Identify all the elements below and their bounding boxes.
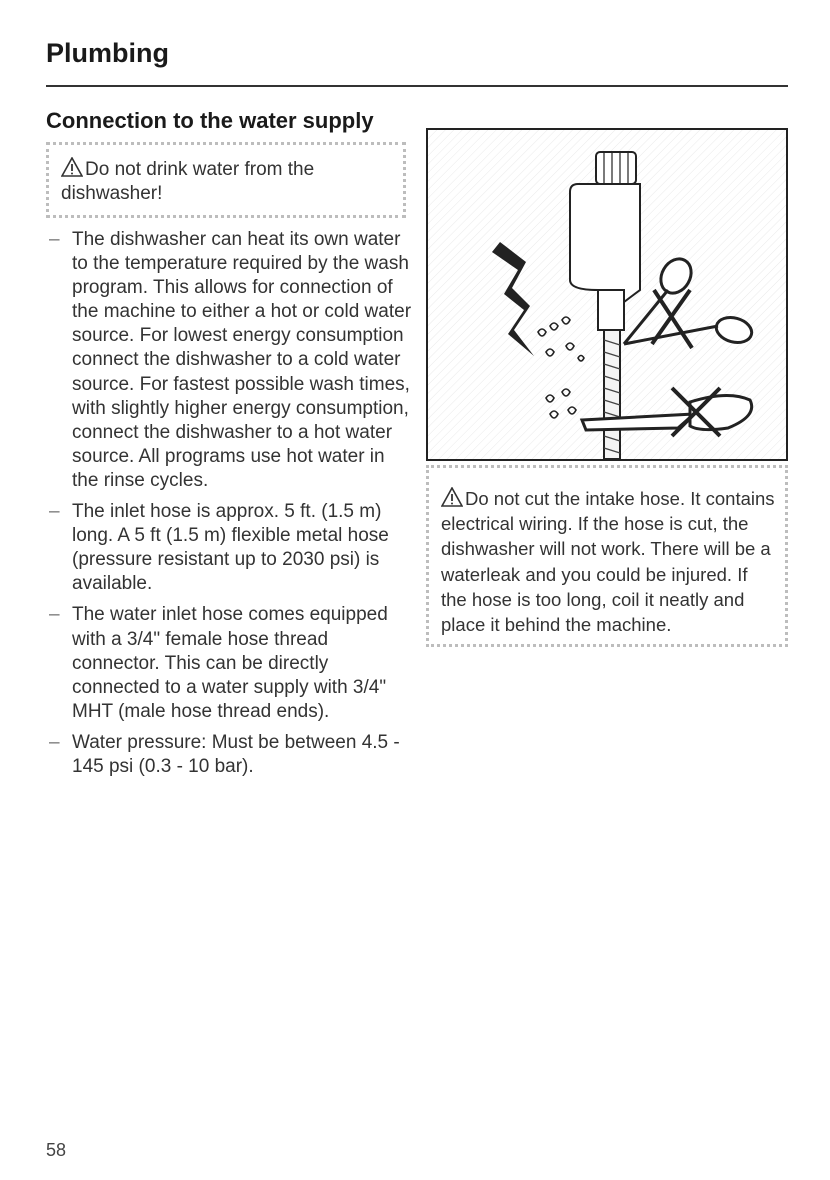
list-item [46,731,416,779]
list-item [46,228,416,493]
section-title: Plumbing [46,38,169,68]
header-rule [46,85,788,87]
bullet-text: The dishwasher can heat its own water to the temperature required by the wash program. This allows for connection of the machine to either a hot or cold water source. For lowest energy consumption connect the dishwasher to a cold water source. For fastest possible wash times, with slightly higher energy consumption, connect the dishwasher to a hot water source. All programs use hot water in the rinse cycles. [72,229,412,491]
requirements-list [46,228,416,786]
list-item [46,500,416,596]
section-heading: Connection to the water supply [46,108,374,133]
bullet-dash: – [49,731,60,753]
bullet-text: Water pressure: Must be between 4.5 - 145 psi (0.3 - 10 bar). [72,731,400,777]
bullet-dash: – [49,229,60,250]
warning-triangle-icon [441,487,463,507]
warning-text-drink: Do not drink water from the dishwasher! [61,159,315,204]
bullet-text: The water inlet hose comes equipped with a 3/4" female hose thread connector. This can be directly connected to a water supply with 3/4" MHT (male hose thread ends). [72,604,388,722]
bullet-dash: – [49,501,60,523]
warning-text-hose: Do not cut the intake hose. It contains electrical wiring. If the hose is cut, the dishwasher will not work. There will be a waterleak and you could be injured. If the hose is too long, coil it neatly and place it behind the machine. [441,488,775,636]
warning-box-hose [426,465,788,647]
list-item [46,603,416,723]
bullet-text: The inlet hose is approx. 5 ft. (1.5 m) long. A 5 ft (1.5 m) flexible metal hose (pressure resistant up to 2030 psi) is available. [72,501,389,595]
warning-box-drink [46,142,406,218]
hose-illustration [426,128,788,461]
warning-triangle-icon [61,157,83,177]
bullet-dash: – [49,604,60,626]
page-number: 58 [46,1140,67,1160]
